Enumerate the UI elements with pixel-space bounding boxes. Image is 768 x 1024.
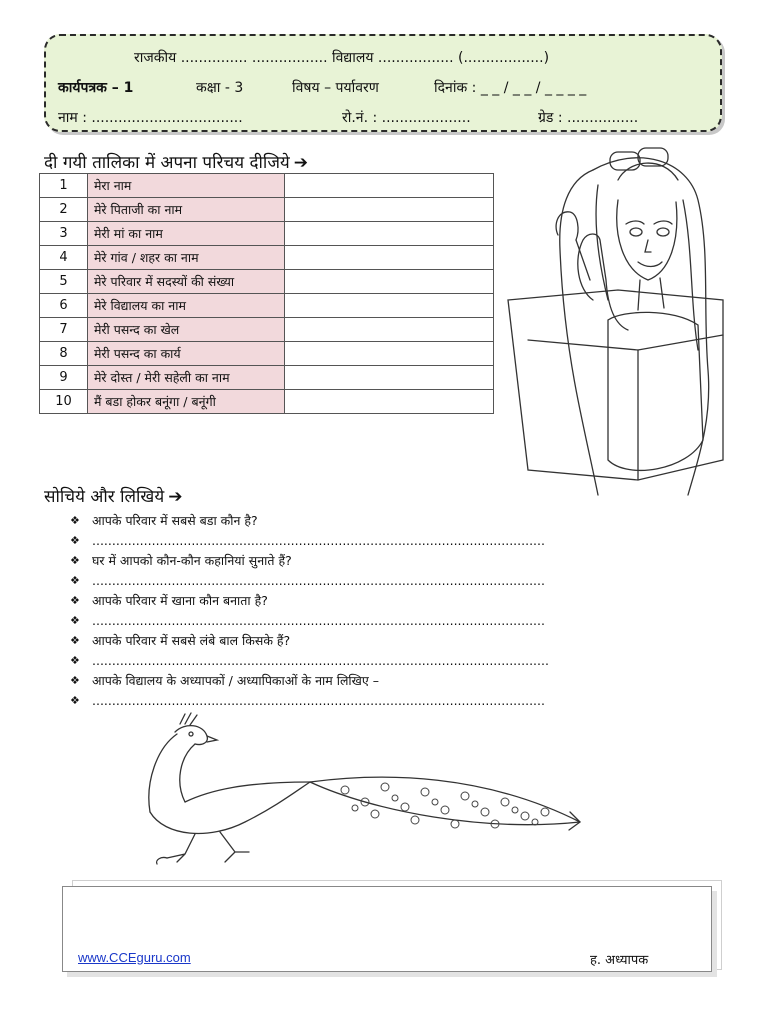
table-row: [40, 390, 494, 414]
table-row: [40, 222, 494, 246]
diamond-bullet-icon: ❖: [70, 653, 80, 667]
row-label: मेरे पिताजी का नाम: [87, 198, 284, 222]
diamond-bullet-icon: ❖: [70, 533, 80, 547]
website-link[interactable]: www.CCEguru.com: [78, 950, 191, 965]
school-line: राजकीय ............... ................. विद्यालय ................. (..................): [134, 50, 550, 66]
diamond-bullet-icon: ❖: [70, 593, 80, 607]
row-number: 6: [40, 294, 88, 318]
list-item: [70, 590, 670, 610]
row-label: मेरे विद्यालय का नाम: [87, 294, 284, 318]
list-item: [70, 630, 670, 650]
list-item[interactable]: [70, 650, 670, 670]
date-field[interactable]: दिनांक : _ _ / _ _ / _ _ _ _: [434, 80, 587, 96]
row-number: 2: [40, 198, 88, 222]
answer-line[interactable]: ..................................................................................................................: [92, 692, 545, 708]
roll-field[interactable]: रो.नं. : ....................: [342, 110, 471, 126]
answer-cell[interactable]: [284, 342, 493, 366]
row-number: 9: [40, 366, 88, 390]
row-number: 4: [40, 246, 88, 270]
table-row: [40, 174, 494, 198]
list-item[interactable]: [70, 530, 670, 550]
diamond-bullet-icon: ❖: [70, 673, 80, 687]
table-row: [40, 366, 494, 390]
answer-cell[interactable]: [284, 294, 493, 318]
think-section-title: सोचिये और लिखिये ➔: [44, 487, 183, 507]
question-text: आपके परिवार में सबसे लंबे बाल किसके हैं?: [92, 632, 291, 648]
answer-cell[interactable]: [284, 198, 493, 222]
answer-cell[interactable]: [284, 390, 493, 414]
intro-table: [39, 173, 494, 414]
question-text: आपके विद्यालय के अध्यापकों / अध्यापिकाओं के नाम लिखिए –: [92, 672, 380, 688]
diamond-bullet-icon: ❖: [70, 633, 80, 647]
row-label: मेरे परिवार में सदस्यों की संख्या: [87, 270, 284, 294]
list-item: [70, 670, 670, 690]
arrow-right-icon: ➔: [168, 487, 183, 507]
answer-cell[interactable]: [284, 246, 493, 270]
table-row: [40, 198, 494, 222]
answer-cell[interactable]: [284, 366, 493, 390]
question-list: [70, 510, 670, 710]
girl-illustration: [498, 140, 728, 500]
diamond-bullet-icon: ❖: [70, 573, 80, 587]
row-label: मेरा नाम: [87, 174, 284, 198]
row-number: 3: [40, 222, 88, 246]
row-label: मेरे गांव / शहर का नाम: [87, 246, 284, 270]
list-item[interactable]: [70, 610, 670, 630]
row-number: 10: [40, 390, 88, 414]
row-number: 5: [40, 270, 88, 294]
worksheet-number: कार्यपत्रक – 1: [58, 80, 134, 96]
diamond-bullet-icon: ❖: [70, 693, 80, 707]
list-item[interactable]: [70, 690, 670, 710]
answer-line[interactable]: ..................................................................................................................: [92, 532, 545, 548]
answer-cell[interactable]: [284, 270, 493, 294]
intro-section-title: दी गयी तालिका में अपना परिचय दीजिये ➔: [44, 153, 309, 173]
row-number: 1: [40, 174, 88, 198]
diamond-bullet-icon: ❖: [70, 513, 80, 527]
question-text: आपके परिवार में सबसे बडा कौन है?: [92, 512, 258, 528]
table-row: [40, 318, 494, 342]
row-label: मैं बडा होकर बनूंगा / बनूंगी: [87, 390, 284, 414]
name-field[interactable]: नाम : ..................................: [58, 110, 243, 126]
row-number: 7: [40, 318, 88, 342]
diamond-bullet-icon: ❖: [70, 613, 80, 627]
row-label: मेरी पसन्द का खेल: [87, 318, 284, 342]
list-item[interactable]: [70, 570, 670, 590]
subject-label: विषय – पर्यावरण: [292, 80, 379, 96]
table-row: [40, 270, 494, 294]
answer-line[interactable]: ..................................................................................................................: [92, 612, 545, 628]
answer-line[interactable]: ..................................................................................................................: [92, 572, 545, 588]
answer-cell[interactable]: [284, 318, 493, 342]
table-row: [40, 246, 494, 270]
teacher-signature-label: ह. अध्यापक: [590, 953, 649, 968]
answer-cell[interactable]: [284, 174, 493, 198]
diamond-bullet-icon: ❖: [70, 553, 80, 567]
peacock-illustration: [125, 712, 595, 872]
list-item: [70, 550, 670, 570]
list-item: [70, 510, 670, 530]
table-row: [40, 294, 494, 318]
arrow-right-icon: ➔: [293, 153, 309, 173]
answer-line[interactable]: ...................................................................................................................: [92, 652, 549, 668]
class-label: कक्षा - 3: [196, 80, 244, 96]
question-text: आपके परिवार में खाना कौन बनाता है?: [92, 592, 268, 608]
grade-field[interactable]: ग्रेड : ................: [538, 110, 639, 126]
answer-cell[interactable]: [284, 222, 493, 246]
table-row: [40, 342, 494, 366]
row-label: मेरी मां का नाम: [87, 222, 284, 246]
row-label: मेरे दोस्त / मेरी सहेली का नाम: [87, 366, 284, 390]
row-number: 8: [40, 342, 88, 366]
question-text: घर में आपको कौन-कौन कहानियां सुनाते हैं?: [92, 552, 292, 568]
header-box: [44, 34, 722, 132]
row-label: मेरी पसन्द का कार्य: [87, 342, 284, 366]
